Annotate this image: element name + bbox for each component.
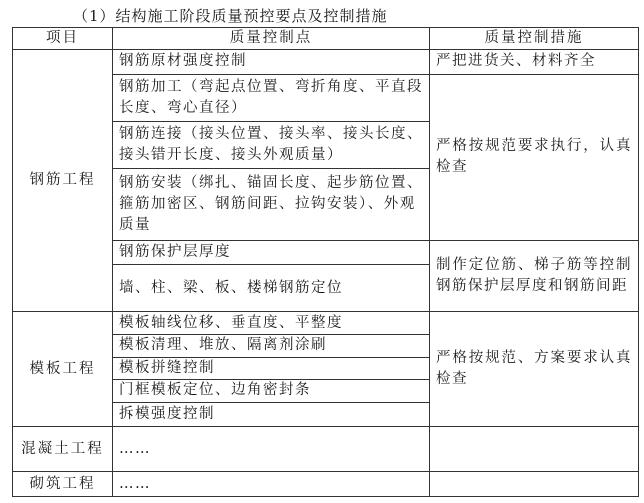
table-row bbox=[13, 427, 639, 472]
control-measure bbox=[430, 427, 639, 472]
section-title: （1）结构施工阶段质量预控要点及控制措施 bbox=[73, 7, 388, 25]
control-measure: 制作定位筋、梯子筋等控制钢筋保护层厚度和钢筋间距 bbox=[430, 240, 639, 312]
control-point: 钢筋原材强度控制 bbox=[113, 50, 430, 75]
table-header-row bbox=[13, 28, 639, 50]
table-row bbox=[13, 472, 639, 497]
control-point: 钢筋加工（弯起点位置、弯折角度、平直段长度、弯心直径） bbox=[113, 74, 430, 121]
control-point: 钢筋连接（接头位置、接头率、接头长度、接头错开长度、接头外观质量） bbox=[113, 121, 430, 168]
control-point: 钢筋安装（绑扎、锚固长度、起步筋位置、箍筋加密区、钢筋间距、拉钩安装）、外观质量 bbox=[113, 168, 430, 240]
control-point: 墙、柱、梁、板、楼梯钢筋定位 bbox=[113, 265, 430, 312]
control-point: 门框模板定位、边角密封条 bbox=[113, 380, 430, 403]
category-concrete: 混凝土工程 bbox=[13, 427, 113, 472]
control-point: 钢筋保护层厚度 bbox=[113, 240, 430, 265]
table-row bbox=[13, 312, 639, 335]
header-measures: 质量控制措施 bbox=[430, 28, 639, 50]
table-row bbox=[13, 50, 639, 75]
quality-control-table bbox=[12, 27, 639, 497]
category-formwork: 模板工程 bbox=[13, 312, 113, 427]
control-measure bbox=[430, 472, 639, 497]
control-point: …… bbox=[113, 472, 430, 497]
header-points: 质量控制点 bbox=[113, 28, 430, 50]
control-measure: 严格按规范要求执行，认真检查 bbox=[430, 74, 639, 240]
control-point: 拆模强度控制 bbox=[113, 402, 430, 427]
control-measure: 严把进货关、材料齐全 bbox=[430, 50, 639, 75]
control-point: 模板清理、堆放、隔离剂涂刷 bbox=[113, 334, 430, 357]
control-point: 模板拼缝控制 bbox=[113, 357, 430, 380]
control-point: …… bbox=[113, 427, 430, 472]
category-rebar: 钢筋工程 bbox=[13, 50, 113, 312]
control-measure: 严格按规范、方案要求认真检查 bbox=[430, 312, 639, 427]
control-point: 模板轴线位移、垂直度、平整度 bbox=[113, 312, 430, 335]
header-project: 项目 bbox=[13, 28, 113, 50]
category-masonry: 砌筑工程 bbox=[13, 472, 113, 497]
